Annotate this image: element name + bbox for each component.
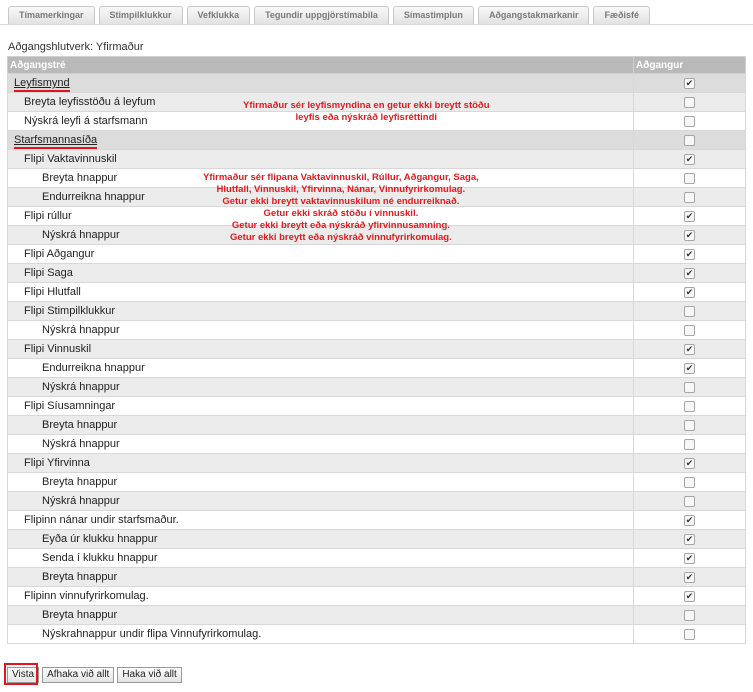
- table-row: [8, 473, 746, 492]
- annotation-starfsmannasida: [203, 172, 479, 244]
- access-node: [8, 511, 634, 530]
- access-node: [8, 454, 634, 473]
- table-row: [8, 397, 746, 416]
- annotation-line: Getur ekki skráð stöðu í vinnuskil.: [263, 208, 419, 219]
- access-checkbox[interactable]: ✔: [685, 514, 694, 525]
- access-checkbox[interactable]: [684, 420, 695, 431]
- access-checkbox[interactable]: [684, 382, 695, 393]
- access-node: [8, 587, 634, 606]
- access-node-label: Breyta hnappur: [42, 476, 118, 488]
- access-node-label[interactable]: Leyfismynd: [14, 77, 70, 89]
- access-cell: [634, 207, 746, 226]
- access-cell: [634, 492, 746, 511]
- highlight-underline: [14, 147, 97, 149]
- tab-item[interactable]: Símastimplun: [393, 6, 474, 24]
- table-row: [8, 283, 746, 302]
- annotation-line: Yfirmaður sér leyfismyndina en getur ekki breytt stöðu: [243, 100, 490, 111]
- access-checkbox[interactable]: ✔: [685, 552, 694, 563]
- access-cell: [634, 340, 746, 359]
- table-row: [8, 245, 746, 264]
- access-node: [8, 473, 634, 492]
- access-role-label: Aðgangshlutverk: Yfirmaður: [8, 41, 144, 53]
- access-cell: [634, 416, 746, 435]
- access-checkbox[interactable]: [684, 439, 695, 450]
- table-row: [8, 150, 746, 169]
- table-row: [8, 321, 746, 340]
- table-row: [8, 264, 746, 283]
- access-node-label: Nýskrá hnappur: [42, 495, 120, 507]
- table-row: [8, 511, 746, 530]
- access-node: [8, 302, 634, 321]
- access-cell: [634, 131, 746, 150]
- access-node: [8, 150, 634, 169]
- table-row: [8, 606, 746, 625]
- access-checkbox[interactable]: [684, 496, 695, 507]
- access-node-label: Flipi Aðgangur: [24, 248, 95, 260]
- column-header-access: Aðgangur: [634, 57, 746, 74]
- access-cell: [634, 283, 746, 302]
- access-node-label: Flipi Saga: [24, 267, 73, 279]
- table-row: [8, 530, 746, 549]
- access-checkbox[interactable]: ✔: [685, 362, 694, 373]
- access-cell: [634, 321, 746, 340]
- access-cell: [634, 359, 746, 378]
- access-node-label: Nýskrá hnappur: [42, 438, 120, 450]
- access-node: [8, 530, 634, 549]
- save-button[interactable]: Vista: [7, 667, 39, 683]
- access-node-label: Nýskrá hnappur: [42, 229, 120, 241]
- access-node-label: Flipi Yfirvinna: [24, 457, 90, 469]
- access-node: [8, 245, 634, 264]
- access-node-label: Breyta hnappur: [42, 571, 118, 583]
- access-node: [8, 492, 634, 511]
- access-node-label: Breyta leyfisstöðu á leyfum: [24, 96, 156, 108]
- annotation-line: leyfis eða nýskráð leyfisréttindi: [295, 112, 438, 123]
- highlight-underline: [14, 90, 70, 92]
- access-cell: [634, 93, 746, 112]
- table-row: [8, 435, 746, 454]
- access-cell: [634, 150, 746, 169]
- access-checkbox[interactable]: ✔: [685, 343, 694, 354]
- access-node: [8, 397, 634, 416]
- table-row: [8, 587, 746, 606]
- access-node: [8, 74, 634, 93]
- access-node-label: Senda í klukku hnappur: [42, 552, 158, 564]
- access-cell: [634, 245, 746, 264]
- table-row: [8, 302, 746, 321]
- access-checkbox[interactable]: [684, 306, 695, 317]
- annotation-line: Yfirmaður sér flipana Vaktavinnuskil, Rúllur, Aðgangur, Saga,: [203, 172, 479, 183]
- access-node: [8, 359, 634, 378]
- access-node: [8, 283, 634, 302]
- annotation-line: Getur ekki breytt vaktavinnuskilum né endurreiknað.: [222, 196, 460, 207]
- access-node: [8, 416, 634, 435]
- table-row: [8, 549, 746, 568]
- tab-item[interactable]: Tegundir uppgjörstímabila: [254, 6, 389, 24]
- access-checkbox[interactable]: [684, 97, 695, 108]
- access-checkbox[interactable]: ✔: [685, 267, 694, 278]
- save-button-highlight: [4, 663, 38, 685]
- access-node-label[interactable]: Starfsmannasíða: [14, 134, 97, 146]
- tab-item[interactable]: Vefklukka: [187, 6, 251, 24]
- access-node-label: Nýskrá hnappur: [42, 324, 120, 336]
- access-cell: [634, 188, 746, 207]
- access-cell: [634, 530, 746, 549]
- table-row: [8, 131, 746, 150]
- table-row: [8, 454, 746, 473]
- access-node-label: Endurreikna hnappur: [42, 191, 145, 203]
- tab-divider: [0, 24, 753, 25]
- access-node-label: Flipi Vinnuskil: [24, 343, 92, 355]
- access-checkbox[interactable]: [684, 325, 695, 336]
- access-cell: [634, 302, 746, 321]
- access-checkbox[interactable]: ✔: [685, 590, 694, 601]
- tab-item[interactable]: Stimpilklukkur: [99, 6, 183, 24]
- access-checkbox[interactable]: [684, 192, 695, 203]
- access-node: [8, 568, 634, 587]
- access-node: [8, 378, 634, 397]
- access-cell: [634, 473, 746, 492]
- access-node-label: Nýskrahnappur undir flipa Vinnufyrirkomulag.: [42, 628, 262, 640]
- access-node-label: Breyta hnappur: [42, 609, 118, 621]
- access-node-label: Flipinn vinnufyrirkomulag.: [24, 590, 149, 602]
- access-cell: [634, 74, 746, 93]
- table-row: [8, 492, 746, 511]
- access-cell: [634, 606, 746, 625]
- access-node: [8, 131, 634, 150]
- access-checkbox[interactable]: ✔: [685, 229, 694, 240]
- access-cell: [634, 454, 746, 473]
- annotation-line: Hlutfall, Vinnuskil, Yfirvinna, Nánar, Vinnufyrirkomulag.: [216, 184, 466, 195]
- annotation-line: Getur ekki breytt eða nýskráð yfirvinnusamning.: [231, 220, 450, 231]
- access-checkbox[interactable]: [684, 401, 695, 412]
- access-checkbox[interactable]: [684, 629, 695, 640]
- access-checkbox[interactable]: ✔: [685, 248, 694, 259]
- access-checkbox[interactable]: ✔: [685, 77, 694, 88]
- access-checkbox[interactable]: ✔: [685, 210, 694, 221]
- table-row: [8, 568, 746, 587]
- access-node: [8, 264, 634, 283]
- access-node-label: Breyta hnappur: [42, 419, 118, 431]
- access-node: [8, 606, 634, 625]
- access-node-label: Flipi Vaktavinnuskil: [24, 153, 117, 165]
- access-checkbox[interactable]: [684, 116, 695, 127]
- access-node: [8, 321, 634, 340]
- access-checkbox[interactable]: [684, 173, 695, 184]
- access-node: [8, 549, 634, 568]
- annotation-line: Getur ekki breytt eða nýskráð vinnufyrirkomulag.: [230, 232, 452, 243]
- access-node-label: Endurreikna hnappur: [42, 362, 145, 374]
- access-cell: [634, 435, 746, 454]
- table-header-row: [8, 57, 746, 74]
- table-row: [8, 378, 746, 397]
- access-checkbox[interactable]: [684, 477, 695, 488]
- access-node-label: Flipinn nánar undir starfsmaður.: [24, 514, 179, 526]
- tab-item[interactable]: Tímamerkingar: [8, 6, 95, 24]
- access-cell: [634, 169, 746, 188]
- access-checkbox[interactable]: [684, 135, 695, 146]
- access-node-label: Flipi Síusamningar: [24, 400, 116, 412]
- access-tree-table: [7, 56, 746, 644]
- access-cell: [634, 112, 746, 131]
- access-cell: [634, 397, 746, 416]
- access-node-label: Flipi Hlutfall: [24, 286, 81, 298]
- access-checkbox[interactable]: ✔: [685, 571, 694, 582]
- access-cell: [634, 549, 746, 568]
- table-row: [8, 416, 746, 435]
- uncheck-all-button[interactable]: Afhaka við allt: [42, 667, 114, 683]
- access-checkbox[interactable]: ✔: [685, 457, 694, 468]
- access-node-label: Flipi rúllur: [24, 210, 72, 222]
- access-node: [8, 435, 634, 454]
- access-node-label: Nýskrá hnappur: [42, 381, 120, 393]
- access-node-label: Eyða úr klukku hnappur: [42, 533, 158, 545]
- access-cell: [634, 587, 746, 606]
- access-checkbox[interactable]: ✔: [685, 153, 694, 164]
- access-cell: [634, 625, 746, 644]
- access-node-label: Flipi Stimpilklukkur: [24, 305, 116, 317]
- annotation-leyfismynd: [243, 100, 490, 124]
- access-checkbox[interactable]: [684, 610, 695, 621]
- table-row: [8, 74, 746, 93]
- access-cell: [634, 264, 746, 283]
- column-header-tree: Aðgangstré: [8, 57, 634, 74]
- tab-item[interactable]: Fæðisfé: [593, 6, 650, 24]
- access-checkbox[interactable]: ✔: [685, 533, 694, 544]
- table-row: [8, 340, 746, 359]
- access-node-label: Breyta hnappur: [42, 172, 118, 184]
- check-all-button[interactable]: Haka við allt: [117, 667, 181, 683]
- access-node-label: Nýskrá leyfi á starfsmann: [24, 115, 148, 127]
- access-cell: [634, 511, 746, 530]
- access-cell: [634, 378, 746, 397]
- tab-strip: [8, 6, 654, 26]
- table-row: [8, 625, 746, 644]
- tab-item[interactable]: Aðgangstakmarkanir: [478, 6, 590, 24]
- access-node: [8, 625, 634, 644]
- access-cell: [634, 568, 746, 587]
- access-node: [8, 340, 634, 359]
- access-cell: [634, 226, 746, 245]
- table-row: [8, 359, 746, 378]
- access-checkbox[interactable]: ✔: [685, 286, 694, 297]
